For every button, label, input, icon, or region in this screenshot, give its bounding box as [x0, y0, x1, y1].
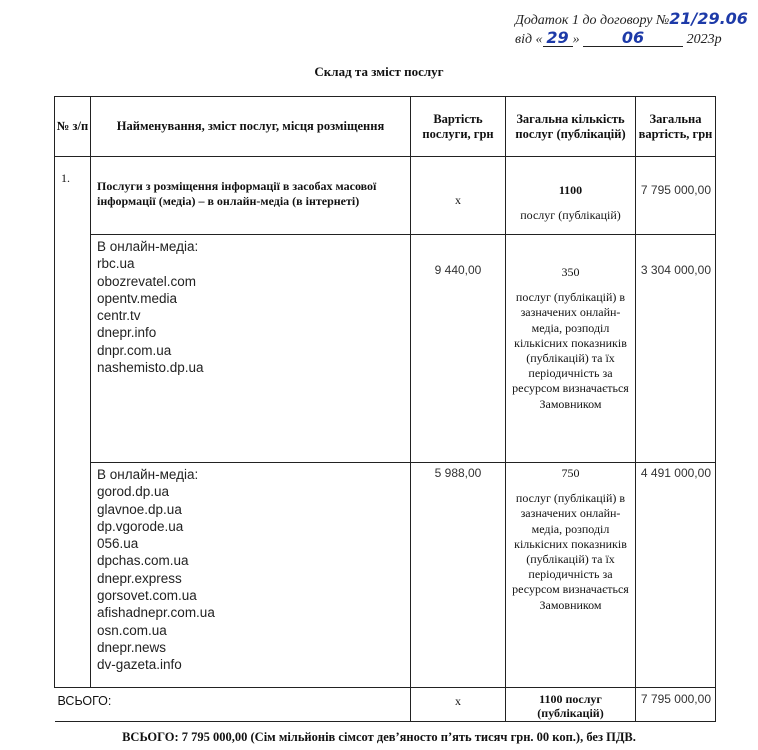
media-site: opentv.media: [97, 290, 178, 306]
annex-line-1: [515, 10, 758, 29]
annex-date-mid: »: [572, 32, 580, 47]
media-site: dpchas.com.ua: [97, 553, 189, 569]
annex-header: [515, 10, 758, 48]
media-site: dp.vgorode.ua: [97, 518, 184, 534]
media-group-2-qty-value: 750: [561, 466, 580, 480]
service-title: Послуги з розміщення інформації в засобах масової інформації (медіа) – в онлайн-медіа (в інтернеті): [91, 157, 411, 235]
summary-price: х: [411, 688, 506, 722]
annex-date-day: 29: [543, 29, 573, 47]
annex-contract-label: Додаток 1 до договору №: [515, 13, 670, 28]
media-group-1-qty-note: послуг (публікацій) в зазначених онлайн-медіа, розподіл кількісних показників (публікацій) та їх періодичність за ресурсом визначається Замовником: [512, 290, 629, 411]
header-num: № з/п: [55, 97, 91, 157]
page-title: Склад та зміст послуг: [314, 64, 444, 79]
media-site: centr.tv: [97, 308, 141, 324]
media-site: osn.com.ua: [97, 622, 167, 638]
media-site: obozrevatel.com: [97, 273, 197, 289]
media-group-1-qty-value: 350: [561, 265, 580, 279]
media-site: afishadnepr.com.ua: [97, 605, 215, 621]
media-site: nashemisto.dp.ua: [97, 360, 204, 376]
table-row: [55, 157, 716, 235]
annex-date-prefix: від «: [515, 32, 543, 47]
header-name: Найменування, зміст послуг, місця розміщення: [91, 97, 411, 157]
media-site: dv-gazeta.info: [97, 657, 182, 673]
media-group-2-qty: [506, 463, 636, 688]
media-site: 056.ua: [97, 536, 139, 552]
services-table: [54, 96, 716, 722]
table-row: [55, 463, 716, 688]
annex-date-year: 2023р: [686, 32, 722, 47]
media-site: dnepr.express: [97, 570, 182, 586]
header-qty: Загальна кількість послуг (публікацій): [506, 97, 636, 157]
header-price: Вартість послуги, грн: [411, 97, 506, 157]
media-group-1: [91, 235, 411, 463]
summary-qty: 1100 послуг (публікацій): [506, 688, 636, 722]
summary-total: 7 795 000,00: [636, 688, 716, 722]
media-group-2-total: 4 491 000,00: [636, 463, 716, 688]
service-qty-unit: послуг (публікацій): [520, 208, 621, 222]
media-group-1-price: 9 440,00: [411, 235, 506, 463]
media-site: dnpr.com.ua: [97, 342, 172, 358]
service-qty-value: 1100: [558, 183, 583, 197]
annex-date-month: 06: [583, 29, 683, 47]
media-group-2-qty-note: послуг (публікацій) в зазначених онлайн-медіа, розподіл кількісних показників (публікацій) та їх періодичність за ресурсом визначається Замовником: [512, 491, 629, 612]
service-total: 7 795 000,00: [636, 157, 716, 235]
media-group-2-price: 5 988,00: [411, 463, 506, 688]
media-group-1-qty: [506, 235, 636, 463]
media-group-1-heading: В онлайн-медіа:: [97, 239, 199, 254]
media-group-2-heading: В онлайн-медіа:: [97, 467, 199, 482]
annex-contract-number: 21/29.06: [669, 9, 748, 28]
media-site: gorsovet.com.ua: [97, 588, 197, 604]
table-header-row: [55, 97, 716, 157]
media-group-1-total: 3 304 000,00: [636, 235, 716, 463]
service-number: 1.: [55, 157, 91, 688]
media-site: rbc.ua: [97, 256, 135, 272]
summary-row: [55, 688, 716, 722]
service-price: х: [411, 157, 506, 235]
media-group-2: [91, 463, 411, 688]
service-qty: [506, 157, 636, 235]
media-site: gorod.dp.ua: [97, 484, 170, 500]
header-total: Загальна вартість, грн: [636, 97, 716, 157]
summary-label: ВСЬОГО:: [55, 688, 411, 722]
media-site: glavnoe.dp.ua: [97, 501, 182, 517]
media-site: dnepr.info: [97, 325, 157, 341]
annex-line-2: [515, 29, 758, 48]
table-row: [55, 235, 716, 463]
total-in-words: ВСЬОГО: 7 795 000,00 (Сім мільйонів сімсот дев’яносто п’ять тисяч грн. 00 коп.), без ПДВ.: [122, 730, 636, 744]
media-site: dnepr.news: [97, 639, 167, 655]
